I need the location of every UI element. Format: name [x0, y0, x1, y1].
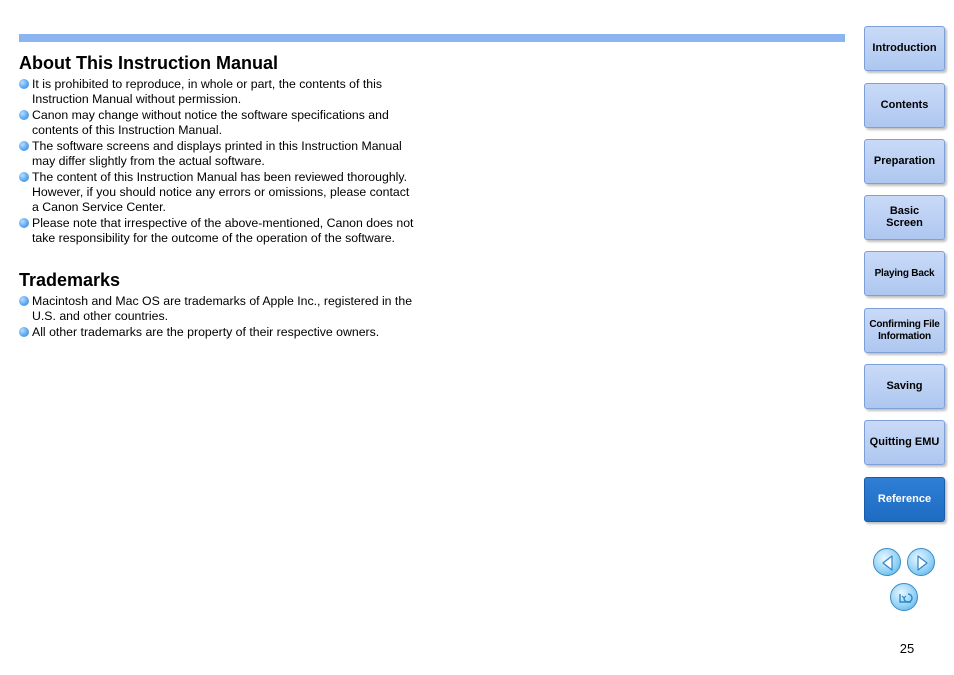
nav-reference[interactable]: Reference	[864, 477, 945, 522]
list-item	[19, 108, 419, 138]
prev-page-button[interactable]	[873, 548, 901, 576]
list-item	[19, 325, 419, 340]
bullet-icon	[19, 218, 29, 228]
nav-contents[interactable]: Contents	[864, 83, 945, 128]
bullet-text: The content of this Instruction Manual has been reviewed thoroughly. However, if you should notice any errors or omissions, please contact a Canon Service Center.	[32, 170, 410, 215]
list-item	[19, 77, 419, 107]
bullet-icon	[19, 79, 29, 89]
bullet-text: All other trademarks are the property of their respective owners.	[32, 324, 380, 339]
arrow-left-icon	[874, 549, 902, 577]
nav-introduction[interactable]: Introduction	[864, 26, 945, 71]
nav-basic-screen[interactable]: Basic Screen	[864, 195, 945, 240]
next-page-button[interactable]	[907, 548, 935, 576]
list-item	[19, 170, 419, 216]
bullet-icon	[19, 172, 29, 182]
section-about	[19, 52, 419, 247]
bullet-text: Please note that irrespective of the above-mentioned, Canon does not take responsibility for the outcome of the operation of the software.	[32, 216, 414, 246]
bullet-icon	[19, 296, 29, 306]
section-trademarks	[19, 269, 419, 340]
bullet-icon	[19, 110, 29, 120]
page-number: 25	[899, 641, 915, 656]
nav-preparation[interactable]: Preparation	[864, 139, 945, 184]
header-rule	[19, 34, 845, 42]
bullet-text: The software screens and displays printed in this Instruction Manual may differ slightly from the actual software.	[32, 139, 402, 169]
section-title: About This Instruction Manual	[19, 53, 278, 73]
bullet-text: Canon may change without notice the software specifications and contents of this Instruction Manual.	[32, 108, 389, 138]
nav-playing-back[interactable]: Playing Back	[864, 251, 945, 296]
return-icon	[891, 584, 919, 612]
nav-saving[interactable]: Saving	[864, 364, 945, 409]
bullet-list	[19, 77, 419, 247]
nav-confirming-file-information[interactable]: Confirming File Information	[864, 308, 945, 353]
return-button[interactable]	[890, 583, 918, 611]
nav-quitting-emu[interactable]: Quitting EMU	[864, 420, 945, 465]
bullet-text: It is prohibited to reproduce, in whole or part, the contents of this Instruction Manual without permission.	[32, 77, 382, 107]
bullet-icon	[19, 141, 29, 151]
list-item	[19, 139, 419, 169]
list-item	[19, 216, 419, 246]
bullet-list	[19, 294, 419, 340]
list-item	[19, 294, 419, 324]
arrow-right-icon	[908, 549, 936, 577]
bullet-icon	[19, 327, 29, 337]
section-title: Trademarks	[19, 269, 121, 290]
bullet-text: Macintosh and Mac OS are trademarks of Apple Inc., registered in the U.S. and other countries.	[32, 293, 413, 323]
main-content	[19, 52, 419, 340]
